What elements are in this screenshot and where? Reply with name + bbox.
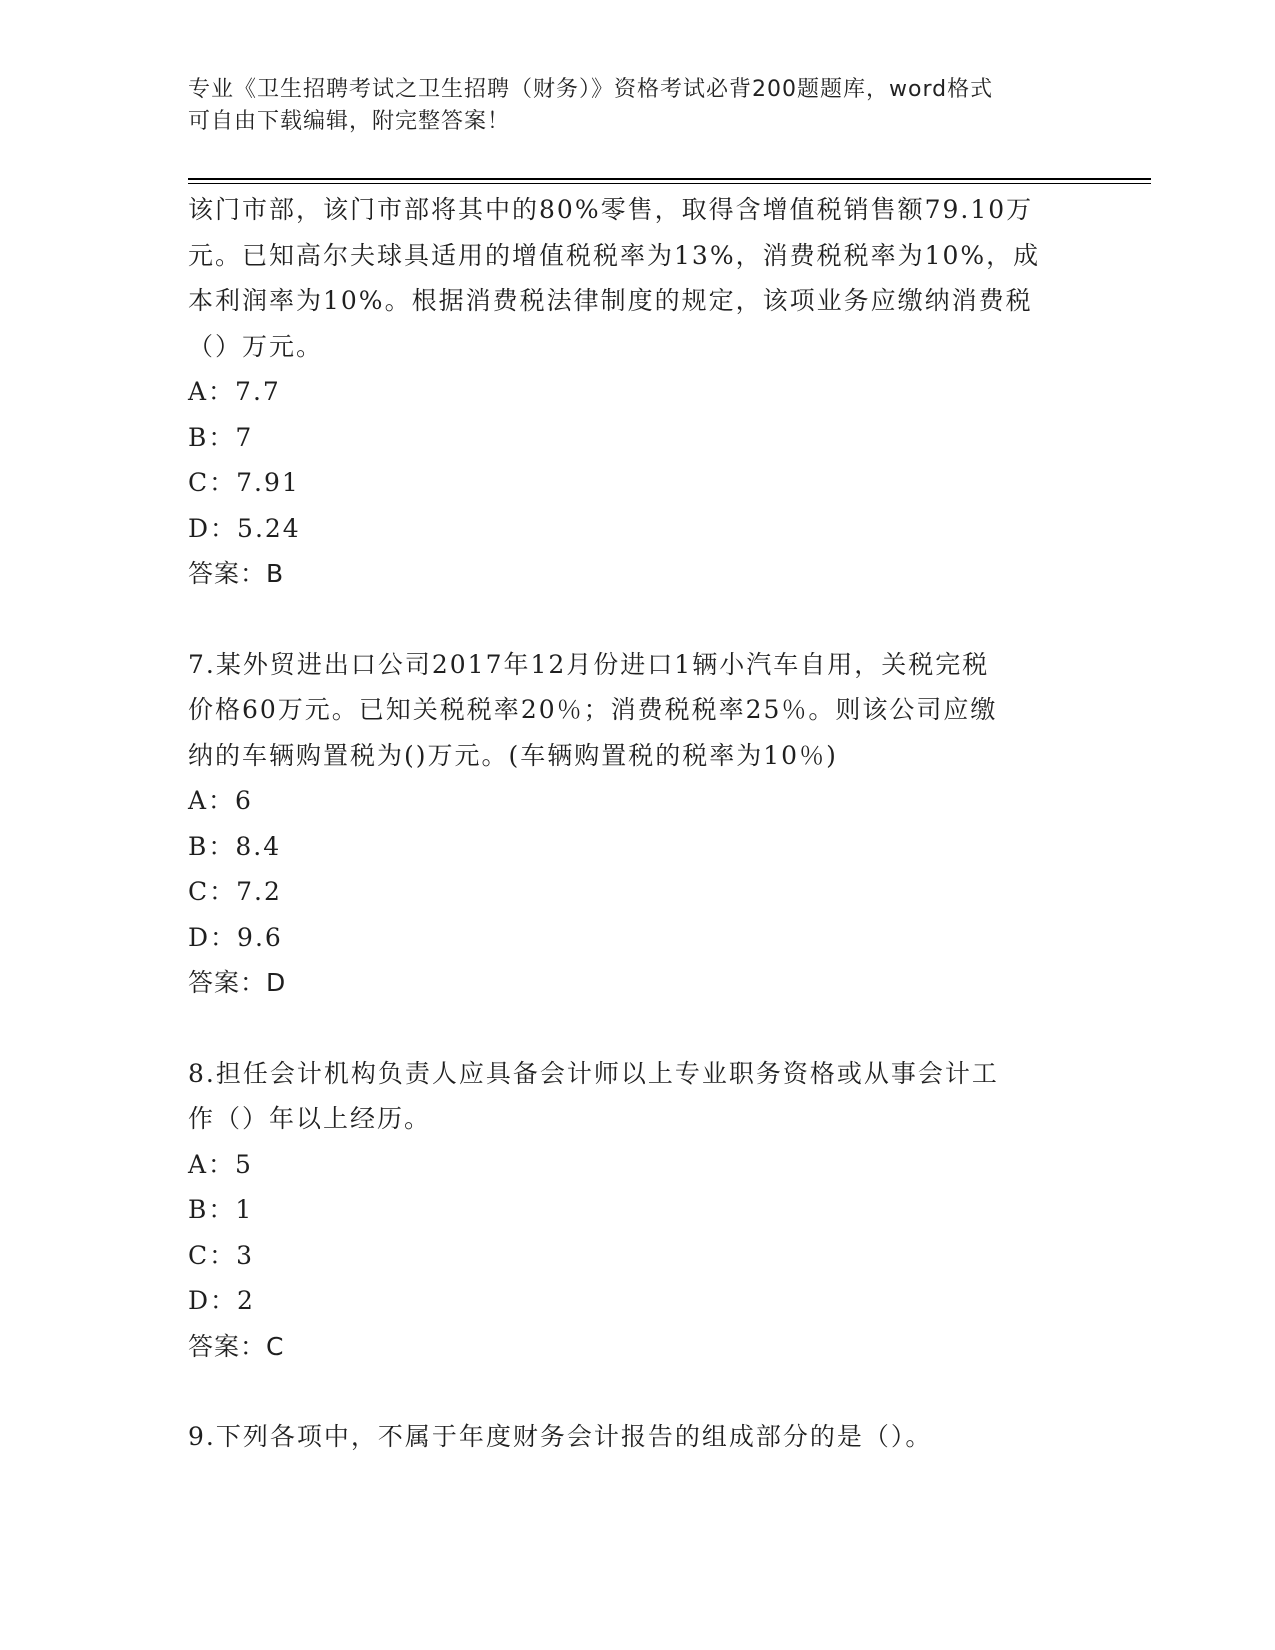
question-text [188, 642, 1088, 779]
option-d: D：2 [188, 1286, 255, 1315]
header-line-1: 专业《卫生招聘考试之卫生招聘（财务）》资格考试必背200题题库，word格式 [188, 77, 994, 102]
header-rule-thin [188, 183, 1151, 184]
option-a: A：6 [188, 786, 253, 815]
question-line: 元。已知高尔夫球具适用的增值税税率为13%，消费税税率为10%，成 [188, 240, 1041, 270]
question-line: 价格60万元。已知关税税率20％；消费税税率25％。则该公司应缴 [188, 695, 998, 724]
option-d: D：9.6 [188, 922, 283, 952]
question-text [188, 187, 1088, 369]
question-line: 9.下列各项中，不属于年度财务会计报告的组成部分的是（）。 [188, 1422, 933, 1451]
question-line: （）万元。 [188, 331, 324, 361]
question-7 [188, 642, 1088, 1006]
header-line-2: 可自由下载编辑，附完整答案！ [188, 109, 511, 134]
option-b: B：8.4 [188, 831, 282, 861]
option-c: C：7.91 [188, 468, 300, 497]
option-d: D：5.24 [188, 513, 301, 543]
option-a: A：5 [188, 1149, 253, 1179]
question-line: 该门市部，该门市部将其中的80%零售，取得含增值税销售额79.10万 [188, 195, 1034, 224]
question-text [188, 1051, 1088, 1142]
question-content [188, 187, 1088, 1460]
answer-label: 答案：B [188, 559, 285, 588]
question-line: 7.某外贸进出口公司2017年12月份进口1辆小汽车自用，关税完税 [188, 649, 990, 679]
question-text [188, 1414, 1088, 1460]
question-8 [188, 1051, 1088, 1370]
answer-label: 答案：C [188, 1331, 285, 1361]
answer-label: 答案：D [188, 968, 287, 997]
question-line: 作（）年以上经历。 [188, 1104, 432, 1133]
option-b: B：1 [188, 1195, 254, 1224]
option-b: B：7 [188, 422, 254, 452]
header-rule-thick [188, 178, 1151, 180]
question-continued [188, 187, 1088, 597]
question-line: 8.担任会计机构负责人应具备会计师以上专业职务资格或从事会计工 [188, 1058, 999, 1088]
question-line: 纳的车辆购置税为()万元。(车辆购置税的税率为10％) [188, 740, 838, 770]
question-9 [188, 1414, 1088, 1460]
document-header [188, 74, 1088, 138]
option-c: C：3 [188, 1240, 255, 1270]
question-line: 本利润率为10%。根据消费税法律制度的规定，该项业务应缴纳消费税 [188, 286, 1033, 315]
option-c: C：7.2 [188, 877, 282, 906]
option-a: A：7.7 [188, 377, 281, 406]
